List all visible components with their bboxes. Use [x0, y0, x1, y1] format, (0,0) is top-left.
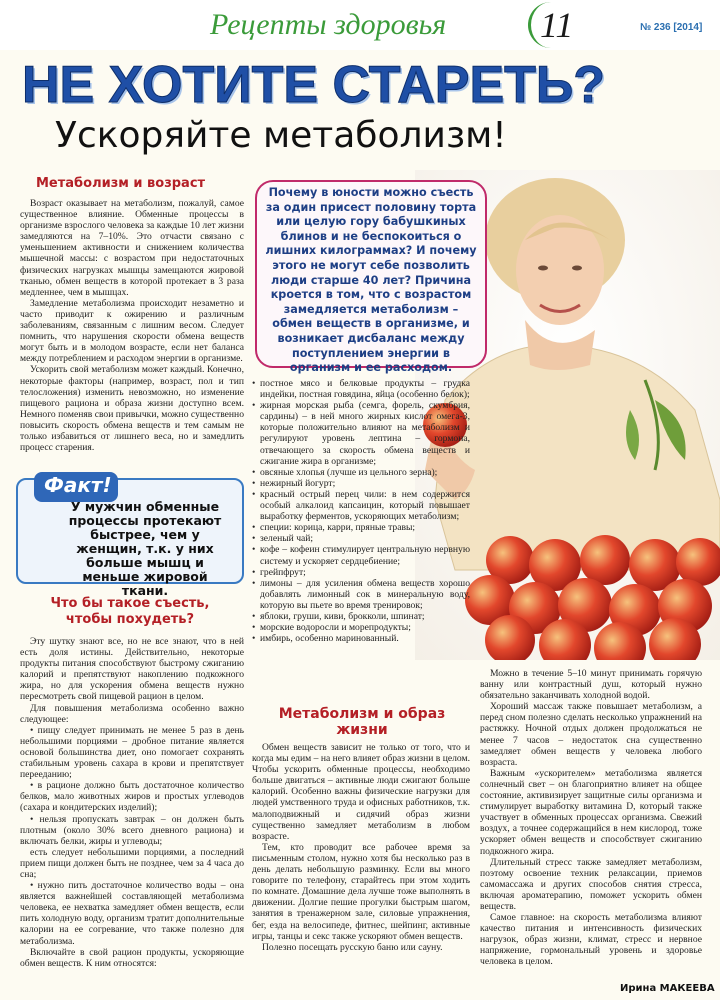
paragraph: Важным «ускорителем» метаболизма является солнечный свет – он благоприятно влияет на общее состояние, активизирует защитные силы организма и стимулирует выработку витамина D, который также участвует в обменных процессах организма. Свежий воздух, а точнее содержащийся в нем кислород, тоже ускоряет обмен веществ и способствует сжиганию подкожного жира.: [480, 767, 702, 857]
quote-text: Почему в юности можно съесть за один присест половину торта или целую гору бабушкиных блинов и не беспокоиться о лишних килограммах? И почему этого не могут себе позволить люди старше 40 лет? Причина кроется в том, что с возрастом замедляется метаболизм – обмен веществ в организме, и возникает дисбаланс между поступлением энергии в организм и ее расходом.: [265, 186, 477, 375]
list-item: • морские водоросли и морепродукты;: [252, 622, 470, 633]
paragraph: • пищу следует принимать не менее 5 раз в день небольшими порциями – дробное питание является основой большинства диет, оно помогает сохранять стабильным уровень сахара в крови и препятствует перееданию;: [20, 724, 244, 781]
paragraph: Возраст оказывает на метаболизм, пожалуй, самое существенное влияние. Обменные процессы в организме взрослого человека за каждые 10 лет жизни замедляются на 7–10%. Это отчасти связано с уменьшением активности и снижением количества мышечной массы: с возрастом при недостаточных физических нагрузках мышцы замещаются жировой тканью, обмен веществ в которой протекает в 3 раза медленнее, чем в мышцах.: [20, 198, 244, 298]
paragraph: Длительный стресс также замедляет метаболизм, поэтому освоение техник релаксации, приемов самомассажа и других способов снятия стресса, включая ароматерапию, поможет ускорить обмен веществ.: [480, 856, 702, 912]
paragraph: Для повышения метаболизма особенно важно следующее:: [20, 702, 244, 725]
list-item: • жирная морская рыба (семга, форель, скумбрия, сардины) – в ней много жирных кислот омега-3, которые положительно влияют на метаболизм и регулируют уровень лептина – гормона, отвечающего за скорость обмена веществ и сжигание жира в организме;: [252, 400, 470, 467]
section-eat-body: [20, 636, 244, 969]
list-item: • овсяные хлопья (лучше из цельного зерна);: [252, 467, 470, 478]
paragraph: Эту шутку знают все, но не все знают, что в ней есть доля истины. Действительно, некоторые продукты питания способствуют быстрому сжиганию калорий и препятствуют накоплению подкожного жира, но для ускорения обмена веществ нужно пересмотреть свой пищевой рацион в целом.: [20, 636, 244, 703]
section-title-eat: Что бы такое съесть, чтобы похудеть?: [50, 596, 210, 627]
paragraph: Включайте в свой рацион продукты, ускоряющие обмен веществ. К ним относятся:: [20, 946, 244, 969]
paragraph: Тем, кто проводит все рабочее время за письменным столом, нужно хотя бы несколько раз в день делать небольшую разминку. Если вы много говорите по телефону, старайтесь при этом ходить по комнате. Домашние дела лучше тоже выполнять в движении. Долгие пешие прогулки быстрым шагом, занятия в тренажерном зале, силовые упражнения, бег, езда на велосипеде, фитнес, шейпинг, активные игры, танцы и секс также ускоряют обмен веществ.: [252, 841, 470, 942]
list-item: • кофе – кофеин стимулирует центральную нервную систему и ускоряет сердцебиение;: [252, 544, 470, 566]
section-title-lifestyle: Метаболизм и образ жизни: [278, 706, 446, 738]
paragraph: Ускорить свой метаболизм может каждый. Конечно, некоторые факторы (например, возраст, пол и тип телосложения) изменить невозможно, но изменение пищевого рациона и образа жизни доступно всем. Немного поменяв свои привычки, можно существенно повысить скорость обмена веществ и тем самым не только избавиться от лишнего веса, но и замедлить процесс старения.: [20, 364, 244, 454]
issue-number: № 236 [2014]: [640, 22, 703, 33]
section-title-age: Метаболизм и возраст: [36, 176, 206, 191]
list-item: • красный острый перец чили: в нем содержится особый алкалоид капсаицин, который повышает выработку ферментов, ускоряющих метаболизм;: [252, 489, 470, 522]
section-title: Рецепты здоровья: [210, 8, 447, 41]
list-item: • имбирь, особенно маринованный.: [252, 633, 470, 644]
list-item: • грейпфрут;: [252, 567, 470, 578]
paragraph: Замедление метаболизма происходит незаметно и часто приводит к ожирению и различным заболеваниям, связанным с лишним весом. Следует помнить, что нарушения скорости обмена веществ могут быть и в молодом возрасте, если нет баланса между потреблением и расходом энергии в организме.: [20, 297, 244, 365]
paragraph: • нельзя пропускать завтрак – он должен быть плотным (около 30% всего дневного рациона) и включать белки, жиры и углеводы;: [20, 813, 244, 847]
page-number: 11: [540, 5, 574, 45]
section-age-body: [20, 198, 244, 453]
fact-label: Факт!: [34, 472, 118, 502]
headline: НЕ ХОТИТЕ СТАРЕТЬ?: [22, 56, 606, 114]
paragraph: Хороший массаж также повышает метаболизм, а перед сном полезно сделать несколько упражнений на растяжку. Ночной отдых должен продолжаться не менее 7 часов – недостаток сна существенно замедляет обмен веществ у человека любого возраста.: [480, 701, 702, 768]
paragraph: • нужно пить достаточное количество воды – она является важнейшей составляющей метаболизма человека, ее нехватка замедляет обмен веществ, если пить холодную воду, организм тратит дополнительные калории на ее согревание, что также полезно для метаболизма.: [20, 880, 244, 947]
paragraph: Можно в течение 5–10 минут принимать горячую ванну или контрастный душ, который нужно обязательно заканчивать холодной водой.: [480, 668, 702, 702]
list-item: • яблоки, груши, киви, брокколи, шпинат;: [252, 611, 470, 622]
paragraph: Обмен веществ зависит не только от того, что и когда мы едим – на него влияет образ жизни в целом. Чтобы ускорить обменные процессы, необходимо больше двигаться – активные люди сжигают больше калорий. Особенно важны физические нагрузки для людей умственного труда и офисных работников, т.к. малоподвижный и сидячий образ жизни существенно замедляет метаболизм в любом возрасте.: [252, 742, 470, 842]
list-item: • нежирный йогурт;: [252, 478, 470, 489]
paragraph: • в рационе должно быть достаточное количество белков, мало животных жиров и простых углеводов (сахара и кондитерских изделий);: [20, 780, 244, 814]
fact-text: У мужчин обменные процессы протекают быстрее, чем у женщин, т.к. у них больше мышц и меньше жировой ткани.: [68, 499, 222, 598]
list-item: • зеленый чай;: [252, 533, 470, 544]
subheadline: Ускоряйте метаболизм!: [55, 115, 507, 156]
paragraph: Полезно посещать русскую баню или сауну.: [262, 941, 443, 953]
section-lifestyle-body: [252, 742, 470, 953]
list-item: • постное мясо и белковые продукты – грудка индейки, постная говядина, яйца (особенно белок);: [252, 378, 470, 400]
list-item: • специи: корица, карри, пряные травы;: [252, 522, 470, 533]
list-item: • лимоны – для усиления обмена веществ хорошо добавлять лимонный сок в минеральную воду, которую вы пьете во время тренировок;: [252, 578, 470, 611]
paragraph: есть следует небольшими порциями, а последний прием пищи должен быть не позднее, чем за 4 часа до сна;: [20, 846, 244, 880]
section-lifestyle-continued: [480, 668, 702, 968]
foods-list: [252, 378, 470, 644]
paragraph: Самое главное: на скорость метаболизма влияют качество питания и интенсивность физических нагрузок, образ жизни, климат, стресс и нервное напряжение, гормональный уровень и здоровье человека в целом.: [480, 912, 702, 968]
author-byline: Ирина МАКЕЕВА: [620, 983, 715, 994]
